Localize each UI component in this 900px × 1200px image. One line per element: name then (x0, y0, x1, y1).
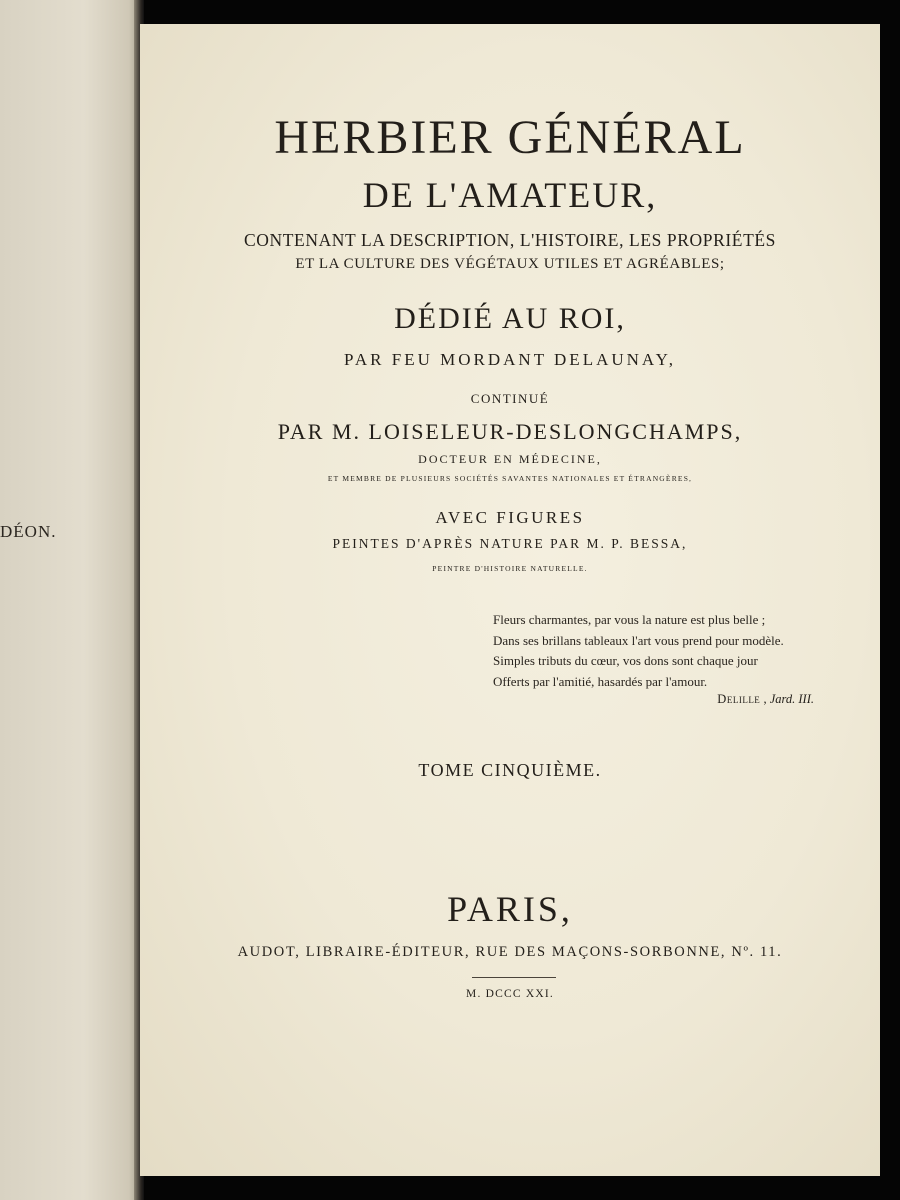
epigraph-separator: , (760, 692, 770, 706)
original-author: PAR FEU MORDANT DELAUNAY, (344, 350, 676, 369)
continued-label: CONTINUÉ (470, 391, 550, 406)
continuing-author: PAR M. LOISELEUR-DESLONGCHAMPS, (277, 419, 743, 444)
epigraph-line: Fleurs charmantes, par vous la nature est plus belle ; (493, 612, 766, 627)
epigraph-work: Jard. III. (769, 692, 814, 706)
title-page (140, 24, 880, 1176)
left-page (0, 0, 140, 1200)
illustrator-title: PEINTRE D'HISTOIRE NATURELLE. (432, 564, 588, 573)
publisher-imprint: AUDOT, LIBRAIRE-ÉDITEUR, RUE DES MAÇONS-SORBONNE, Nº. 11. (237, 944, 783, 960)
epigraph-line: Offerts par l'amitié, hasardés par l'amour. (493, 673, 708, 689)
epigraph-line: Simples tributs du cœur, vos dons sont chaque jour (493, 653, 758, 668)
illustrator: PEINTES D'APRÈS NATURE PAR M. P. BESSA, (332, 536, 688, 551)
volume-label: TOME CINQUIÈME. (418, 760, 602, 780)
publication-city: PARIS, (447, 889, 573, 929)
continuing-author-societies: ET MEMBRE DE PLUSIEURS SOCIÉTÉS SAVANTES NATIONALES ET ÉTRANGÈRES, (327, 474, 693, 483)
epigraph-attribution (717, 692, 814, 707)
figures-label: AVEC FIGURES (435, 508, 585, 527)
epigraph (493, 610, 833, 692)
epigraph-author: Delille (717, 692, 761, 706)
epigraph-line: Dans ses brillans tableaux l'art vous prend pour modèle. (493, 632, 784, 648)
publication-year: M. DCCC XXI. (466, 988, 554, 1000)
description-line-2: ET LA CULTURE DES VÉGÉTAUX UTILES ET AGRÉABLES; (295, 256, 725, 272)
left-page-text-fragment: DÉON. (0, 522, 57, 541)
dedication: DÉDIÉ AU ROI, (394, 302, 626, 335)
imprint-rule (472, 977, 556, 978)
description-line-1: CONTENANT LA DESCRIPTION, L'HISTOIRE, LES PROPRIÉTÉS (244, 230, 776, 250)
book-title: HERBIER GÉNÉRAL (274, 111, 746, 164)
book-subtitle: DE L'AMATEUR, (362, 175, 658, 215)
continuing-author-title: DOCTEUR EN MÉDECINE, (418, 452, 602, 466)
